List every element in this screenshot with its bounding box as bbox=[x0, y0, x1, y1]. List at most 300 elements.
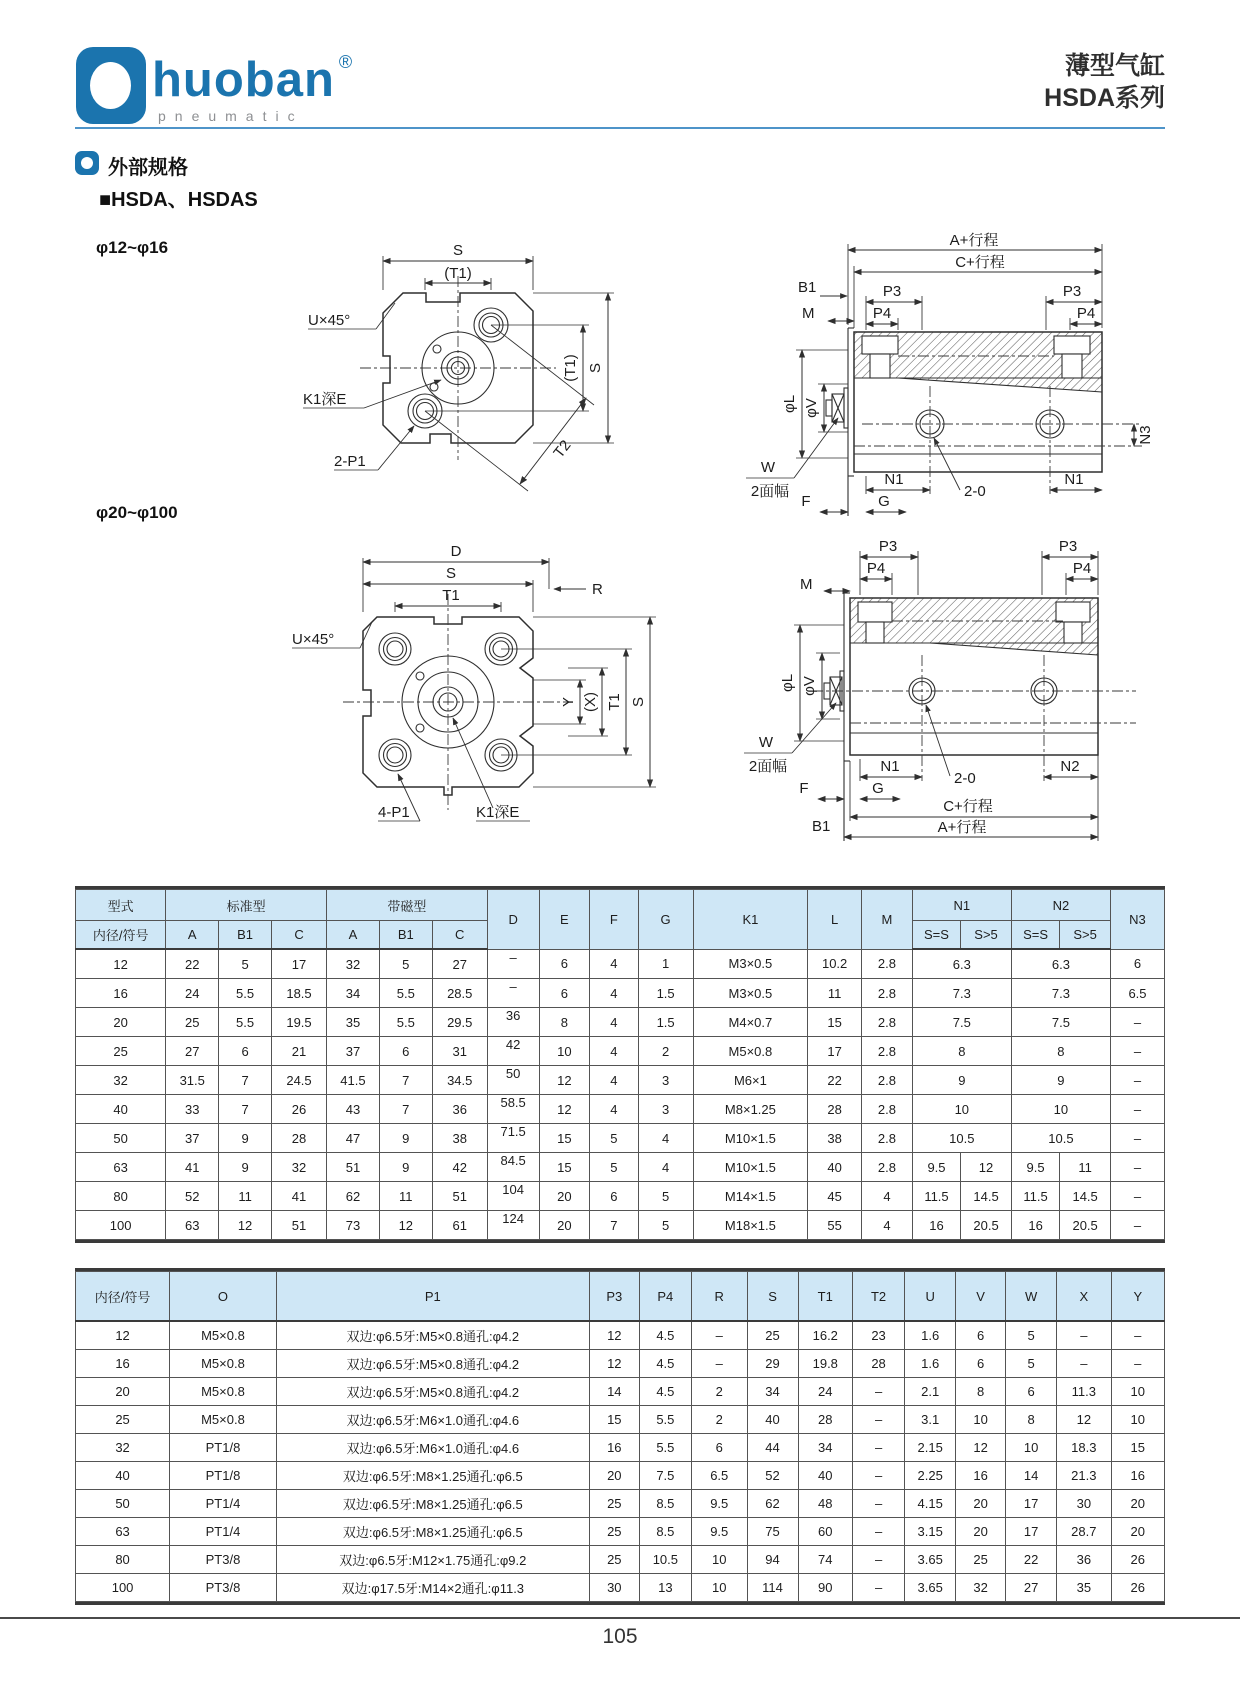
data-cell: 7.3 bbox=[912, 979, 1011, 1008]
data-cell: 19.5 bbox=[271, 1008, 326, 1037]
data-cell: 15 bbox=[589, 1406, 639, 1434]
data-cell: 28.7 bbox=[1057, 1518, 1111, 1546]
data-cell: – bbox=[1111, 1350, 1164, 1378]
data-cell: 2.8 bbox=[862, 1153, 913, 1182]
data-cell: 25 bbox=[166, 1008, 219, 1037]
data-cell: PT1/8 bbox=[170, 1434, 277, 1462]
dimension-table-main bbox=[75, 886, 1165, 1243]
section-title: 外部规格 bbox=[108, 157, 188, 179]
dim-label-t2: T2 bbox=[550, 437, 575, 462]
data-cell: 8 bbox=[1011, 1037, 1110, 1066]
data-cell: 9.5 bbox=[691, 1490, 747, 1518]
dim-label-p3-right: P3 bbox=[1062, 283, 1082, 300]
data-cell: 双边:φ6.5牙:M8×1.25通孔:φ6.5 bbox=[276, 1518, 589, 1546]
data-cell: 27 bbox=[1006, 1574, 1057, 1602]
thread-label-k1: K1深E bbox=[476, 804, 520, 821]
data-cell: – bbox=[1057, 1321, 1111, 1350]
data-cell: – bbox=[852, 1406, 904, 1434]
dim-label-p3-left: P3 bbox=[882, 283, 902, 300]
bore-cell: 25 bbox=[76, 1406, 170, 1434]
data-cell: 22 bbox=[1006, 1546, 1057, 1574]
data-cell: 63 bbox=[166, 1211, 219, 1240]
data-cell: 2.8 bbox=[862, 949, 913, 979]
header-cell: L bbox=[808, 890, 862, 950]
hole-label-2-0: 2-0 bbox=[954, 770, 976, 787]
data-cell: M5×0.8 bbox=[693, 1037, 808, 1066]
data-cell: 20.5 bbox=[1060, 1211, 1111, 1240]
data-cell: 16 bbox=[1111, 1462, 1164, 1490]
table2-body bbox=[76, 1321, 1165, 1602]
dimension-table-ports-grid bbox=[75, 1271, 1165, 1602]
page-title bbox=[1044, 50, 1165, 114]
data-cell: 36 bbox=[432, 1095, 487, 1124]
data-cell: 10.5 bbox=[1011, 1124, 1110, 1153]
table-row bbox=[76, 1574, 1165, 1602]
data-cell: 3.15 bbox=[905, 1518, 956, 1546]
data-cell: 31.5 bbox=[166, 1066, 219, 1095]
header-cell: R bbox=[691, 1272, 747, 1322]
data-cell: 12 bbox=[379, 1211, 432, 1240]
data-cell: 16 bbox=[912, 1211, 960, 1240]
data-cell: 20 bbox=[1111, 1490, 1164, 1518]
dim-label-w2: 2面幅 bbox=[748, 758, 788, 775]
bore-cell: 12 bbox=[76, 949, 166, 979]
data-cell: 5 bbox=[590, 1124, 638, 1153]
header-cell: 内径/符号 bbox=[76, 1272, 170, 1322]
data-cell: 62 bbox=[747, 1490, 798, 1518]
data-cell: – bbox=[487, 949, 539, 979]
data-cell: 12 bbox=[219, 1211, 272, 1240]
data-cell: 1.6 bbox=[905, 1350, 956, 1378]
data-cell: 10 bbox=[912, 1095, 1011, 1124]
data-cell: 24 bbox=[166, 979, 219, 1008]
data-cell: 9 bbox=[219, 1153, 272, 1182]
bore-cell: 63 bbox=[76, 1518, 170, 1546]
data-cell: M18×1.5 bbox=[693, 1211, 808, 1240]
data-cell: 双边:φ6.5牙:M5×0.8通孔:φ4.2 bbox=[276, 1378, 589, 1406]
hole-label-2-0: 2-0 bbox=[964, 483, 986, 500]
data-cell: 10 bbox=[956, 1406, 1006, 1434]
header-cell: N2 bbox=[1011, 890, 1110, 921]
data-cell: 10.5 bbox=[912, 1124, 1011, 1153]
data-cell: 32 bbox=[271, 1153, 326, 1182]
data-cell: 52 bbox=[166, 1182, 219, 1211]
dim-label-s-top: S bbox=[452, 242, 464, 259]
data-cell: 43 bbox=[327, 1095, 380, 1124]
data-cell: 2.8 bbox=[862, 979, 913, 1008]
data-cell: 71.5 bbox=[487, 1124, 539, 1153]
dim-label-t1-top: (T1) bbox=[444, 265, 472, 282]
data-cell: 12 bbox=[589, 1321, 639, 1350]
data-cell: 14.5 bbox=[1060, 1182, 1111, 1211]
bore-cell: 100 bbox=[76, 1211, 166, 1240]
data-cell: 2.8 bbox=[862, 1095, 913, 1124]
data-cell: 52 bbox=[747, 1462, 798, 1490]
data-cell: 40 bbox=[808, 1153, 862, 1182]
data-cell: 5.5 bbox=[219, 1008, 272, 1037]
dim-label-a-stroke: A+行程 bbox=[937, 819, 987, 836]
data-cell: – bbox=[691, 1350, 747, 1378]
data-cell: 10 bbox=[1011, 1095, 1110, 1124]
dim-label-p4-left: P4 bbox=[866, 560, 886, 577]
page-number: 105 bbox=[602, 1625, 638, 1648]
header-cell: N3 bbox=[1110, 890, 1164, 950]
data-cell: 24 bbox=[798, 1378, 852, 1406]
dimension-table-main-grid bbox=[75, 889, 1165, 1240]
dim-label-phi-l: φL bbox=[781, 394, 798, 414]
bore-cell: 16 bbox=[76, 979, 166, 1008]
data-cell: 7 bbox=[379, 1095, 432, 1124]
dim-label-y: Y bbox=[560, 696, 577, 708]
data-cell: 15 bbox=[1111, 1434, 1164, 1462]
dim-label-n1-left: N1 bbox=[884, 471, 904, 488]
data-cell: 34 bbox=[798, 1434, 852, 1462]
dim-label-p3-left: P3 bbox=[878, 538, 898, 555]
data-cell: 25 bbox=[747, 1321, 798, 1350]
data-cell: 14.5 bbox=[961, 1182, 1012, 1211]
data-cell: 30 bbox=[1057, 1490, 1111, 1518]
data-cell: 16 bbox=[1011, 1211, 1059, 1240]
table-row bbox=[76, 1182, 1165, 1211]
data-cell: 27 bbox=[166, 1037, 219, 1066]
data-cell: 2.8 bbox=[862, 1066, 913, 1095]
table-row bbox=[76, 1406, 1165, 1434]
data-cell: – bbox=[1110, 1066, 1164, 1095]
data-cell: M3×0.5 bbox=[693, 949, 808, 979]
data-cell: 9.5 bbox=[1011, 1153, 1059, 1182]
dim-label-n1-right: N1 bbox=[1064, 471, 1084, 488]
data-cell: M14×1.5 bbox=[693, 1182, 808, 1211]
data-cell: – bbox=[487, 979, 539, 1008]
data-cell: 双边:φ6.5牙:M5×0.8通孔:φ4.2 bbox=[276, 1350, 589, 1378]
data-cell: 14 bbox=[589, 1378, 639, 1406]
data-cell: 48 bbox=[798, 1490, 852, 1518]
data-cell: 94 bbox=[747, 1546, 798, 1574]
dim-label-p4-right: P4 bbox=[1072, 560, 1092, 577]
data-cell: PT3/8 bbox=[170, 1546, 277, 1574]
data-cell: 12 bbox=[956, 1434, 1006, 1462]
data-cell: 2.25 bbox=[905, 1462, 956, 1490]
header-cell: S=S bbox=[912, 921, 960, 950]
header-cell: W bbox=[1006, 1272, 1057, 1322]
dim-label-t1-right: (T1) bbox=[562, 354, 579, 382]
data-cell: 17 bbox=[1006, 1490, 1057, 1518]
data-cell: 21.3 bbox=[1057, 1462, 1111, 1490]
data-cell: 33 bbox=[166, 1095, 219, 1124]
data-cell: 5 bbox=[590, 1153, 638, 1182]
table-row bbox=[76, 1434, 1165, 1462]
port-label-2p1: 2-P1 bbox=[334, 453, 366, 470]
header-cell: P3 bbox=[589, 1272, 639, 1322]
data-cell: 26 bbox=[1111, 1546, 1164, 1574]
data-cell: 25 bbox=[589, 1490, 639, 1518]
data-cell: 5 bbox=[1006, 1350, 1057, 1378]
dim-label-t1-top: T1 bbox=[442, 587, 460, 604]
data-cell: 28.5 bbox=[432, 979, 487, 1008]
data-cell: 12 bbox=[589, 1350, 639, 1378]
data-cell: 27 bbox=[432, 949, 487, 979]
bore-cell: 50 bbox=[76, 1490, 170, 1518]
data-cell: 9 bbox=[219, 1124, 272, 1153]
data-cell: 1.5 bbox=[638, 979, 693, 1008]
data-cell: 11 bbox=[219, 1182, 272, 1211]
table1-head bbox=[76, 890, 1165, 950]
data-cell: M5×0.8 bbox=[170, 1406, 277, 1434]
dim-label-phi-v: φV bbox=[803, 398, 820, 418]
data-cell: 20.5 bbox=[961, 1211, 1012, 1240]
data-cell: 12 bbox=[539, 1095, 590, 1124]
data-cell: 41 bbox=[271, 1182, 326, 1211]
bore-cell: 50 bbox=[76, 1124, 166, 1153]
data-cell: 11.5 bbox=[1011, 1182, 1059, 1211]
data-cell: 6 bbox=[539, 979, 590, 1008]
header-divider bbox=[75, 127, 1165, 129]
header-cell: S>5 bbox=[961, 921, 1012, 950]
data-cell: – bbox=[1111, 1321, 1164, 1350]
header-cell: S bbox=[747, 1272, 798, 1322]
data-cell: PT1/4 bbox=[170, 1518, 277, 1546]
data-cell: 双边:φ6.5牙:M12×1.75通孔:φ9.2 bbox=[276, 1546, 589, 1574]
data-cell: 2 bbox=[691, 1406, 747, 1434]
data-cell: 9 bbox=[912, 1066, 1011, 1095]
header-cell: B1 bbox=[219, 921, 272, 950]
header-cell: S>5 bbox=[1060, 921, 1111, 950]
dim-label-g: G bbox=[878, 493, 890, 510]
data-cell: M10×1.5 bbox=[693, 1124, 808, 1153]
data-cell: 28 bbox=[271, 1124, 326, 1153]
bore-cell: 32 bbox=[76, 1066, 166, 1095]
dim-label-phi-l: φL bbox=[779, 673, 796, 693]
data-cell: 2.15 bbox=[905, 1434, 956, 1462]
data-cell: 104 bbox=[487, 1182, 539, 1211]
data-cell: 28 bbox=[808, 1095, 862, 1124]
data-cell: 29 bbox=[747, 1350, 798, 1378]
data-cell: 38 bbox=[808, 1124, 862, 1153]
header-cell: T2 bbox=[852, 1272, 904, 1322]
table-row bbox=[76, 1546, 1165, 1574]
data-cell: 4 bbox=[638, 1153, 693, 1182]
table-row bbox=[76, 979, 1165, 1008]
header-cell: Y bbox=[1111, 1272, 1164, 1322]
data-cell: 5 bbox=[1006, 1321, 1057, 1350]
data-cell: 90 bbox=[798, 1574, 852, 1602]
data-cell: – bbox=[1110, 1095, 1164, 1124]
bore-range-caption-small: φ12~φ16 bbox=[96, 238, 169, 257]
data-cell: – bbox=[1110, 1037, 1164, 1066]
dim-label-x: (X) bbox=[582, 692, 599, 712]
bore-cell: 12 bbox=[76, 1321, 170, 1350]
data-cell: 6 bbox=[590, 1182, 638, 1211]
data-cell: 61 bbox=[432, 1211, 487, 1240]
data-cell: 18.5 bbox=[271, 979, 326, 1008]
data-cell: 29.5 bbox=[432, 1008, 487, 1037]
data-cell: 5 bbox=[638, 1211, 693, 1240]
data-cell: 75 bbox=[747, 1518, 798, 1546]
port-label-4p1: 4-P1 bbox=[378, 804, 410, 821]
data-cell: 51 bbox=[327, 1153, 380, 1182]
data-cell: 6.5 bbox=[691, 1462, 747, 1490]
data-cell: 32 bbox=[327, 949, 380, 979]
header-cell: D bbox=[487, 890, 539, 950]
header-cell: F bbox=[590, 890, 638, 950]
header-cell: N1 bbox=[912, 890, 1011, 921]
data-cell: 9.5 bbox=[691, 1518, 747, 1546]
data-cell: – bbox=[1110, 1008, 1164, 1037]
data-cell: M5×0.8 bbox=[170, 1321, 277, 1350]
data-cell: 25 bbox=[589, 1546, 639, 1574]
dim-label-b1: B1 bbox=[812, 818, 831, 835]
data-cell: 16 bbox=[956, 1462, 1006, 1490]
data-cell: 双边:φ6.5牙:M6×1.0通孔:φ4.6 bbox=[276, 1434, 589, 1462]
header-cell: P4 bbox=[639, 1272, 691, 1322]
data-cell: – bbox=[1110, 1124, 1164, 1153]
data-cell: 16 bbox=[589, 1434, 639, 1462]
header-cell: C bbox=[432, 921, 487, 950]
data-cell: 28 bbox=[852, 1350, 904, 1378]
data-cell: 4 bbox=[862, 1182, 913, 1211]
data-cell: 32 bbox=[956, 1574, 1006, 1602]
bore-cell: 20 bbox=[76, 1378, 170, 1406]
data-cell: 双边:φ6.5牙:M5×0.8通孔:φ4.2 bbox=[276, 1321, 589, 1350]
data-cell: 10 bbox=[1006, 1434, 1057, 1462]
data-cell: 44 bbox=[747, 1434, 798, 1462]
header-cell: M bbox=[862, 890, 913, 950]
table-row bbox=[76, 1211, 1165, 1240]
header-cell: B1 bbox=[379, 921, 432, 950]
table-row bbox=[76, 1518, 1165, 1546]
data-cell: 4.15 bbox=[905, 1490, 956, 1518]
data-cell: 34.5 bbox=[432, 1066, 487, 1095]
data-cell: 8.5 bbox=[639, 1518, 691, 1546]
data-cell: 20 bbox=[1111, 1518, 1164, 1546]
dim-label-b1: B1 bbox=[798, 279, 817, 296]
data-cell: 6 bbox=[219, 1037, 272, 1066]
header-cell: U bbox=[905, 1272, 956, 1322]
dim-label-c-stroke: C+行程 bbox=[943, 798, 993, 815]
data-cell: 35 bbox=[1057, 1574, 1111, 1602]
data-cell: 双边:φ6.5牙:M8×1.25通孔:φ6.5 bbox=[276, 1462, 589, 1490]
data-cell: 24.5 bbox=[271, 1066, 326, 1095]
data-cell: 20 bbox=[956, 1518, 1006, 1546]
data-cell: M5×0.8 bbox=[170, 1378, 277, 1406]
data-cell: 8.5 bbox=[639, 1490, 691, 1518]
data-cell: 4 bbox=[590, 1008, 638, 1037]
data-cell: 7.5 bbox=[639, 1462, 691, 1490]
data-cell: 6.3 bbox=[1011, 949, 1110, 979]
dim-label-p4-left: P4 bbox=[872, 305, 892, 322]
front-view-small-drawing bbox=[278, 228, 648, 510]
dim-label-w: W bbox=[758, 734, 774, 751]
data-cell: 15 bbox=[539, 1153, 590, 1182]
header-cell: V bbox=[956, 1272, 1006, 1322]
data-cell: 35 bbox=[327, 1008, 380, 1037]
bore-cell: 40 bbox=[76, 1095, 166, 1124]
table-row bbox=[76, 1066, 1165, 1095]
data-cell: 5.5 bbox=[379, 1008, 432, 1037]
data-cell: 10.2 bbox=[808, 949, 862, 979]
bore-cell: 25 bbox=[76, 1037, 166, 1066]
data-cell: 4 bbox=[638, 1124, 693, 1153]
data-cell: 25 bbox=[956, 1546, 1006, 1574]
data-cell: 58.5 bbox=[487, 1095, 539, 1124]
dim-label-n3: N3 bbox=[1137, 425, 1154, 445]
header-cell: S=S bbox=[1011, 921, 1059, 950]
table-header-row bbox=[76, 1272, 1165, 1322]
bore-cell: 20 bbox=[76, 1008, 166, 1037]
section-bullet-icon bbox=[75, 151, 99, 175]
data-cell: 45 bbox=[808, 1182, 862, 1211]
data-cell: 11 bbox=[808, 979, 862, 1008]
data-cell: 1.5 bbox=[638, 1008, 693, 1037]
data-cell: 10.5 bbox=[639, 1546, 691, 1574]
data-cell: 73 bbox=[327, 1211, 380, 1240]
page-title-line2: HSDA系列 bbox=[1044, 84, 1165, 112]
data-cell: 3.65 bbox=[905, 1574, 956, 1602]
data-cell: 11 bbox=[1060, 1153, 1111, 1182]
dim-label-phi-v: φV bbox=[801, 676, 818, 696]
dim-label-c-stroke: C+行程 bbox=[955, 254, 1005, 271]
data-cell: 38 bbox=[432, 1124, 487, 1153]
header-cell: P1 bbox=[276, 1272, 589, 1322]
data-cell: 42 bbox=[487, 1037, 539, 1066]
data-cell: 25 bbox=[589, 1518, 639, 1546]
data-cell: 8 bbox=[539, 1008, 590, 1037]
table-row bbox=[76, 1321, 1165, 1350]
data-cell: – bbox=[691, 1321, 747, 1350]
table-row bbox=[76, 1153, 1165, 1182]
section-subtitle: ■HSDA、HSDAS bbox=[99, 189, 258, 211]
header-cell: O bbox=[170, 1272, 277, 1322]
data-cell: 6 bbox=[379, 1037, 432, 1066]
data-cell: M8×1.25 bbox=[693, 1095, 808, 1124]
data-cell: 10 bbox=[1111, 1378, 1164, 1406]
data-cell: 10 bbox=[691, 1574, 747, 1602]
data-cell: 5.5 bbox=[639, 1406, 691, 1434]
brand-logo-icon bbox=[76, 47, 146, 124]
table1-body bbox=[76, 949, 1165, 1240]
data-cell: – bbox=[1110, 1153, 1164, 1182]
front-view-large-drawing bbox=[268, 532, 668, 832]
data-cell: 12 bbox=[961, 1153, 1012, 1182]
data-cell: M6×1 bbox=[693, 1066, 808, 1095]
bore-cell: 40 bbox=[76, 1462, 170, 1490]
data-cell: 7 bbox=[590, 1211, 638, 1240]
data-cell: 3 bbox=[638, 1066, 693, 1095]
data-cell: PT3/8 bbox=[170, 1574, 277, 1602]
data-cell: 7 bbox=[219, 1095, 272, 1124]
dim-label-n2: N2 bbox=[1060, 758, 1080, 775]
header-cell: 内径/符号 bbox=[76, 921, 166, 950]
data-cell: M5×0.8 bbox=[170, 1350, 277, 1378]
data-cell: 2 bbox=[638, 1037, 693, 1066]
data-cell: 84.5 bbox=[487, 1153, 539, 1182]
data-cell: – bbox=[852, 1378, 904, 1406]
data-cell: 15 bbox=[808, 1008, 862, 1037]
bore-cell: 80 bbox=[76, 1546, 170, 1574]
data-cell: – bbox=[1110, 1211, 1164, 1240]
data-cell: 双边:φ17.5牙:M14×2通孔:φ11.3 bbox=[276, 1574, 589, 1602]
data-cell: 20 bbox=[539, 1182, 590, 1211]
data-cell: 9.5 bbox=[912, 1153, 960, 1182]
bore-range-caption-large: φ20~φ100 bbox=[96, 503, 178, 522]
chamfer-label-u45: U×45° bbox=[308, 312, 351, 329]
data-cell: 124 bbox=[487, 1211, 539, 1240]
data-cell: 8 bbox=[1006, 1406, 1057, 1434]
bore-cell: 63 bbox=[76, 1153, 166, 1182]
side-view-large-drawing bbox=[700, 533, 1180, 845]
data-cell: 2.1 bbox=[905, 1378, 956, 1406]
data-cell: 1 bbox=[638, 949, 693, 979]
